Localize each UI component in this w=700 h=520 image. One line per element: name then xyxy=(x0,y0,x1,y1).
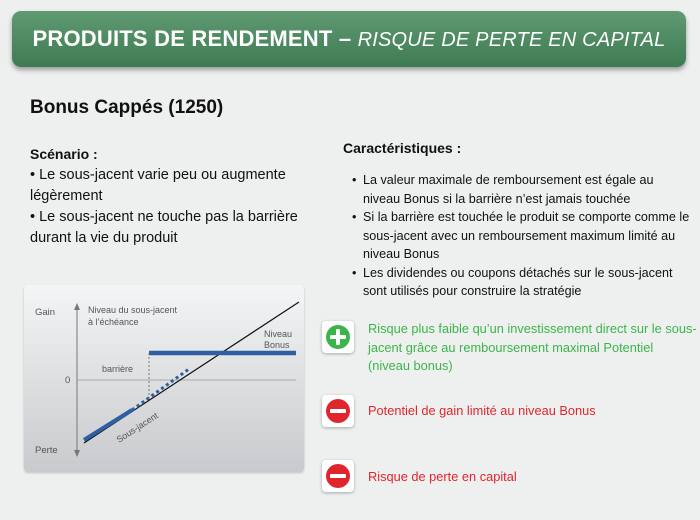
assessment-text: Risque de perte en capital xyxy=(368,469,517,484)
minus-icon xyxy=(322,460,354,492)
loss-label: Perte xyxy=(35,445,58,456)
assessment-text: Risque plus faible qu’un investissement direct sur le sous-jacent grâce au remboursement maximal Potentiel (niveau bonus) xyxy=(368,321,697,373)
bonus-label-1: Niveau xyxy=(264,329,293,339)
characteristics-item: • La valeur maximale de remboursement est égale au niveau Bonus si la barrière n’est jamais touchée xyxy=(343,171,693,208)
characteristics-heading: Caractéristiques : xyxy=(343,140,462,156)
gain-label: Gain xyxy=(35,307,56,318)
product-title: Bonus Cappés (1250) xyxy=(30,97,224,118)
scenario-item: • Le sous-jacent varie peu ou augmente légèrement xyxy=(30,167,286,204)
header-title-italic: RISQUE DE PERTE EN CAPITAL xyxy=(357,29,666,51)
header-banner xyxy=(12,11,686,67)
characteristics-section xyxy=(343,140,693,301)
zero-label: 0 xyxy=(65,375,71,386)
minus-icon xyxy=(322,395,354,427)
minus-icon-bar xyxy=(330,409,346,413)
assessment-text: Potentiel de gain limité au niveau Bonus xyxy=(368,403,596,418)
minus-icon-bar xyxy=(330,474,346,478)
y-axis-arrow-down xyxy=(74,450,80,457)
x-axis-label-2: à l’échéance xyxy=(88,317,139,327)
barrier-label: barrière xyxy=(102,364,134,374)
y-axis-arrow-up xyxy=(74,303,80,310)
characteristics-item: • Les dividendes ou coupons détachés sur le sous-jacent sont utilisés pour construire la stratégie xyxy=(343,264,693,301)
characteristics-item: • Si la barrière est touchée le produit se comporte comme le sous-jacent avec un remboursement maximum limité au niveau Bonus xyxy=(343,208,693,264)
payoff-dotted-segment xyxy=(132,369,189,410)
payoff-svg xyxy=(24,285,304,472)
scenario-heading: Scénario : xyxy=(30,146,98,162)
plus-icon-bar-v xyxy=(336,329,340,345)
scenario-item: • Le sous-jacent ne touche pas la barrière durant la vie du produit xyxy=(30,209,298,246)
underlying-label: Sous-jacent xyxy=(114,410,160,445)
scenario-section xyxy=(30,144,335,249)
payoff-diagram xyxy=(24,285,304,472)
plus-icon xyxy=(322,321,354,353)
bonus-label-2: Bonus xyxy=(264,340,290,350)
x-axis-label-1: Niveau du sous-jacent xyxy=(88,305,178,315)
header-title-bold: PRODUITS DE RENDEMENT – xyxy=(32,26,352,51)
